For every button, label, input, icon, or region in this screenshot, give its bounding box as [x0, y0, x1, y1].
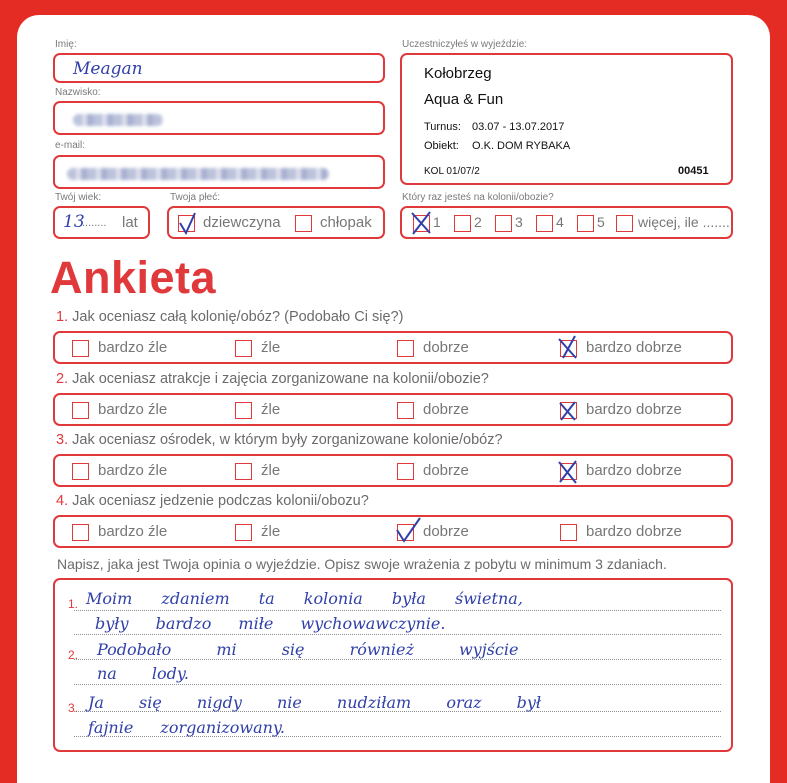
question-text: Jak oceniasz ośrodek, w którym były zorganizowane kolonie/obóz?	[72, 432, 503, 448]
wiek-unit: lat	[122, 214, 138, 231]
cross-mark-icon	[412, 211, 432, 237]
q4-option-dobrze: dobrze	[423, 523, 469, 540]
question-3	[56, 432, 503, 448]
wiek-value: 13	[63, 212, 85, 232]
opinion-line-4: na lody.	[97, 664, 189, 683]
opinion-line-6: fajnie zorganizowany.	[88, 718, 285, 737]
check-mark-icon	[396, 520, 416, 546]
imie-field[interactable]	[53, 53, 385, 83]
ktory-raz-checkbox-2[interactable]	[454, 215, 471, 232]
q1-option-zle: źle	[261, 339, 281, 356]
q2-option-bardzo-zle: bardzo źle	[98, 401, 168, 418]
ktory-raz-checkbox-wiecej[interactable]	[616, 215, 633, 232]
q4-option-bardzo-dobrze: bardzo dobrze	[586, 523, 682, 540]
ktory-raz-option-2: 2	[474, 214, 482, 230]
cross-mark-icon	[559, 459, 579, 485]
q2-option-dobrze: dobrze	[423, 401, 469, 418]
question-2	[56, 371, 489, 387]
check-mark-icon	[177, 211, 197, 237]
q4-option-bardzo-zle: bardzo źle	[98, 523, 168, 540]
q3-option-bardzo-zle: bardzo źle	[98, 462, 168, 479]
question-number: 4.	[56, 493, 69, 509]
writing-line	[74, 659, 721, 660]
question-text: Jak oceniasz jedzenie podczas kolonii/obozu?	[72, 493, 369, 509]
question-number: 3.	[56, 432, 69, 448]
plec-option-dziewczyna: dziewczyna	[203, 214, 281, 231]
ktory-raz-checkbox-3[interactable]	[495, 215, 512, 232]
q2-checkbox-zle[interactable]	[235, 402, 252, 419]
q3-option-dobrze: dobrze	[423, 462, 469, 479]
q1-checkbox-bardzo-dobrze[interactable]	[560, 340, 577, 357]
plec-checkbox-chlopak[interactable]	[295, 215, 312, 232]
plec-label: Twoja płeć:	[170, 192, 221, 203]
imie-value: Meagan	[73, 59, 143, 79]
question-text: Jak oceniasz atrakcje i zajęcia zorganizowane na kolonii/obozie?	[72, 371, 489, 387]
opinion-line-1: Moim zdaniem ta kolonia była świetna,	[86, 589, 523, 608]
ktory-raz-checkbox-5[interactable]	[577, 215, 594, 232]
email-label: e-mail:	[55, 140, 86, 151]
survey-title: Ankieta	[50, 252, 217, 303]
q3-checkbox-dobrze[interactable]	[397, 463, 414, 480]
wiek-field[interactable]	[53, 206, 150, 239]
q3-checkbox-zle[interactable]	[235, 463, 252, 480]
question-number: 2.	[56, 371, 69, 387]
q4-checkbox-bardzo-dobrze[interactable]	[560, 524, 577, 541]
plec-option-chlopak: chłopak	[320, 214, 372, 231]
ktory-raz-field	[400, 206, 733, 239]
q2-checkbox-dobrze[interactable]	[397, 402, 414, 419]
cross-mark-icon	[559, 398, 579, 424]
obiekt-label: Obiekt:	[424, 140, 459, 152]
opinion-line-2: były bardzo miłe wychowawczynie.	[95, 614, 446, 633]
writing-line	[74, 634, 721, 635]
q1-option-dobrze: dobrze	[423, 339, 469, 356]
q2-option-zle: źle	[261, 401, 281, 418]
uczestniczyles-label: Uczestniczyłeś w wyjeździe:	[402, 39, 528, 50]
ktory-raz-checkbox-4[interactable]	[536, 215, 553, 232]
nazwisko-label: Nazwisko:	[55, 87, 101, 98]
q1-option-bardzo-zle: bardzo źle	[98, 339, 168, 356]
ktory-raz-checkbox-1[interactable]	[413, 215, 430, 232]
obiekt-value: O.K. DOM RYBAKA	[472, 140, 571, 152]
opinion-number-3: 3.	[68, 701, 79, 715]
question-number: 1.	[56, 309, 69, 325]
q4-option-zle: źle	[261, 523, 281, 540]
ktory-raz-label: Który raz jesteś na kolonii/obozie?	[402, 192, 554, 203]
trip-name: Aqua & Fun	[424, 91, 504, 108]
q1-checkbox-dobrze[interactable]	[397, 340, 414, 357]
opinion-line-5: Ja się nigdy nie nudziłam oraz był	[88, 693, 542, 712]
writing-line	[74, 610, 721, 611]
plec-checkbox-dziewczyna[interactable]	[178, 215, 195, 232]
opinion-number-2: 2.	[68, 648, 79, 662]
wiek-dots: ........	[82, 217, 107, 229]
opinion-line-3: Podobało mi się również wyjście	[97, 640, 519, 659]
answer-row-3	[53, 454, 733, 487]
q3-option-zle: źle	[261, 462, 281, 479]
opinion-number-1: 1.	[68, 597, 79, 611]
writing-line	[74, 684, 721, 685]
q3-checkbox-bardzo-dobrze[interactable]	[560, 463, 577, 480]
ktory-raz-option-1: 1	[433, 214, 441, 230]
question-4	[56, 493, 369, 509]
imie-label: Imię:	[55, 39, 77, 50]
wiek-label: Twój wiek:	[55, 192, 102, 203]
answer-row-2	[53, 393, 733, 426]
turnus-value: 03.07 - 13.07.2017	[472, 121, 565, 133]
trip-city: Kołobrzeg	[424, 65, 492, 82]
answer-row-4	[53, 515, 733, 548]
cross-mark-icon	[559, 336, 579, 362]
ktory-raz-option-4: 4	[556, 214, 564, 230]
redacted-email	[67, 168, 329, 180]
q1-option-bardzo-dobrze: bardzo dobrze	[586, 339, 682, 356]
q4-checkbox-zle[interactable]	[235, 524, 252, 541]
q1-checkbox-zle[interactable]	[235, 340, 252, 357]
ktory-raz-option-3: 3	[515, 214, 523, 230]
question-1	[56, 309, 403, 325]
ktory-raz-option-wiecej: więcej, ile ........	[638, 214, 734, 230]
trip-number: 00451	[678, 165, 709, 177]
q4-checkbox-bardzo-zle[interactable]	[72, 524, 89, 541]
email-field[interactable]	[53, 155, 385, 189]
nazwisko-field[interactable]	[53, 101, 385, 135]
redacted-surname	[73, 114, 163, 126]
trip-stamp	[400, 53, 733, 185]
q3-option-bardzo-dobrze: bardzo dobrze	[586, 462, 682, 479]
plec-field	[167, 206, 385, 239]
q1-checkbox-bardzo-zle[interactable]	[72, 340, 89, 357]
q3-checkbox-bardzo-zle[interactable]	[72, 463, 89, 480]
ktory-raz-option-5: 5	[597, 214, 605, 230]
q2-checkbox-bardzo-dobrze[interactable]	[560, 402, 577, 419]
turnus-label: Turnus:	[424, 121, 461, 133]
q4-checkbox-dobrze[interactable]	[397, 524, 414, 541]
q2-option-bardzo-dobrze: bardzo dobrze	[586, 401, 682, 418]
trip-code: KOL 01/07/2	[424, 166, 480, 177]
opinion-prompt: Napisz, jaka jest Twoja opinia o wyjeździe. Opisz swoje wrażenia z pobytu w minimum 3 zdaniach.	[57, 556, 667, 572]
answer-row-1	[53, 331, 733, 364]
q2-checkbox-bardzo-zle[interactable]	[72, 402, 89, 419]
question-text: Jak oceniasz całą kolonię/obóz? (Podobało Ci się?)	[72, 309, 404, 325]
